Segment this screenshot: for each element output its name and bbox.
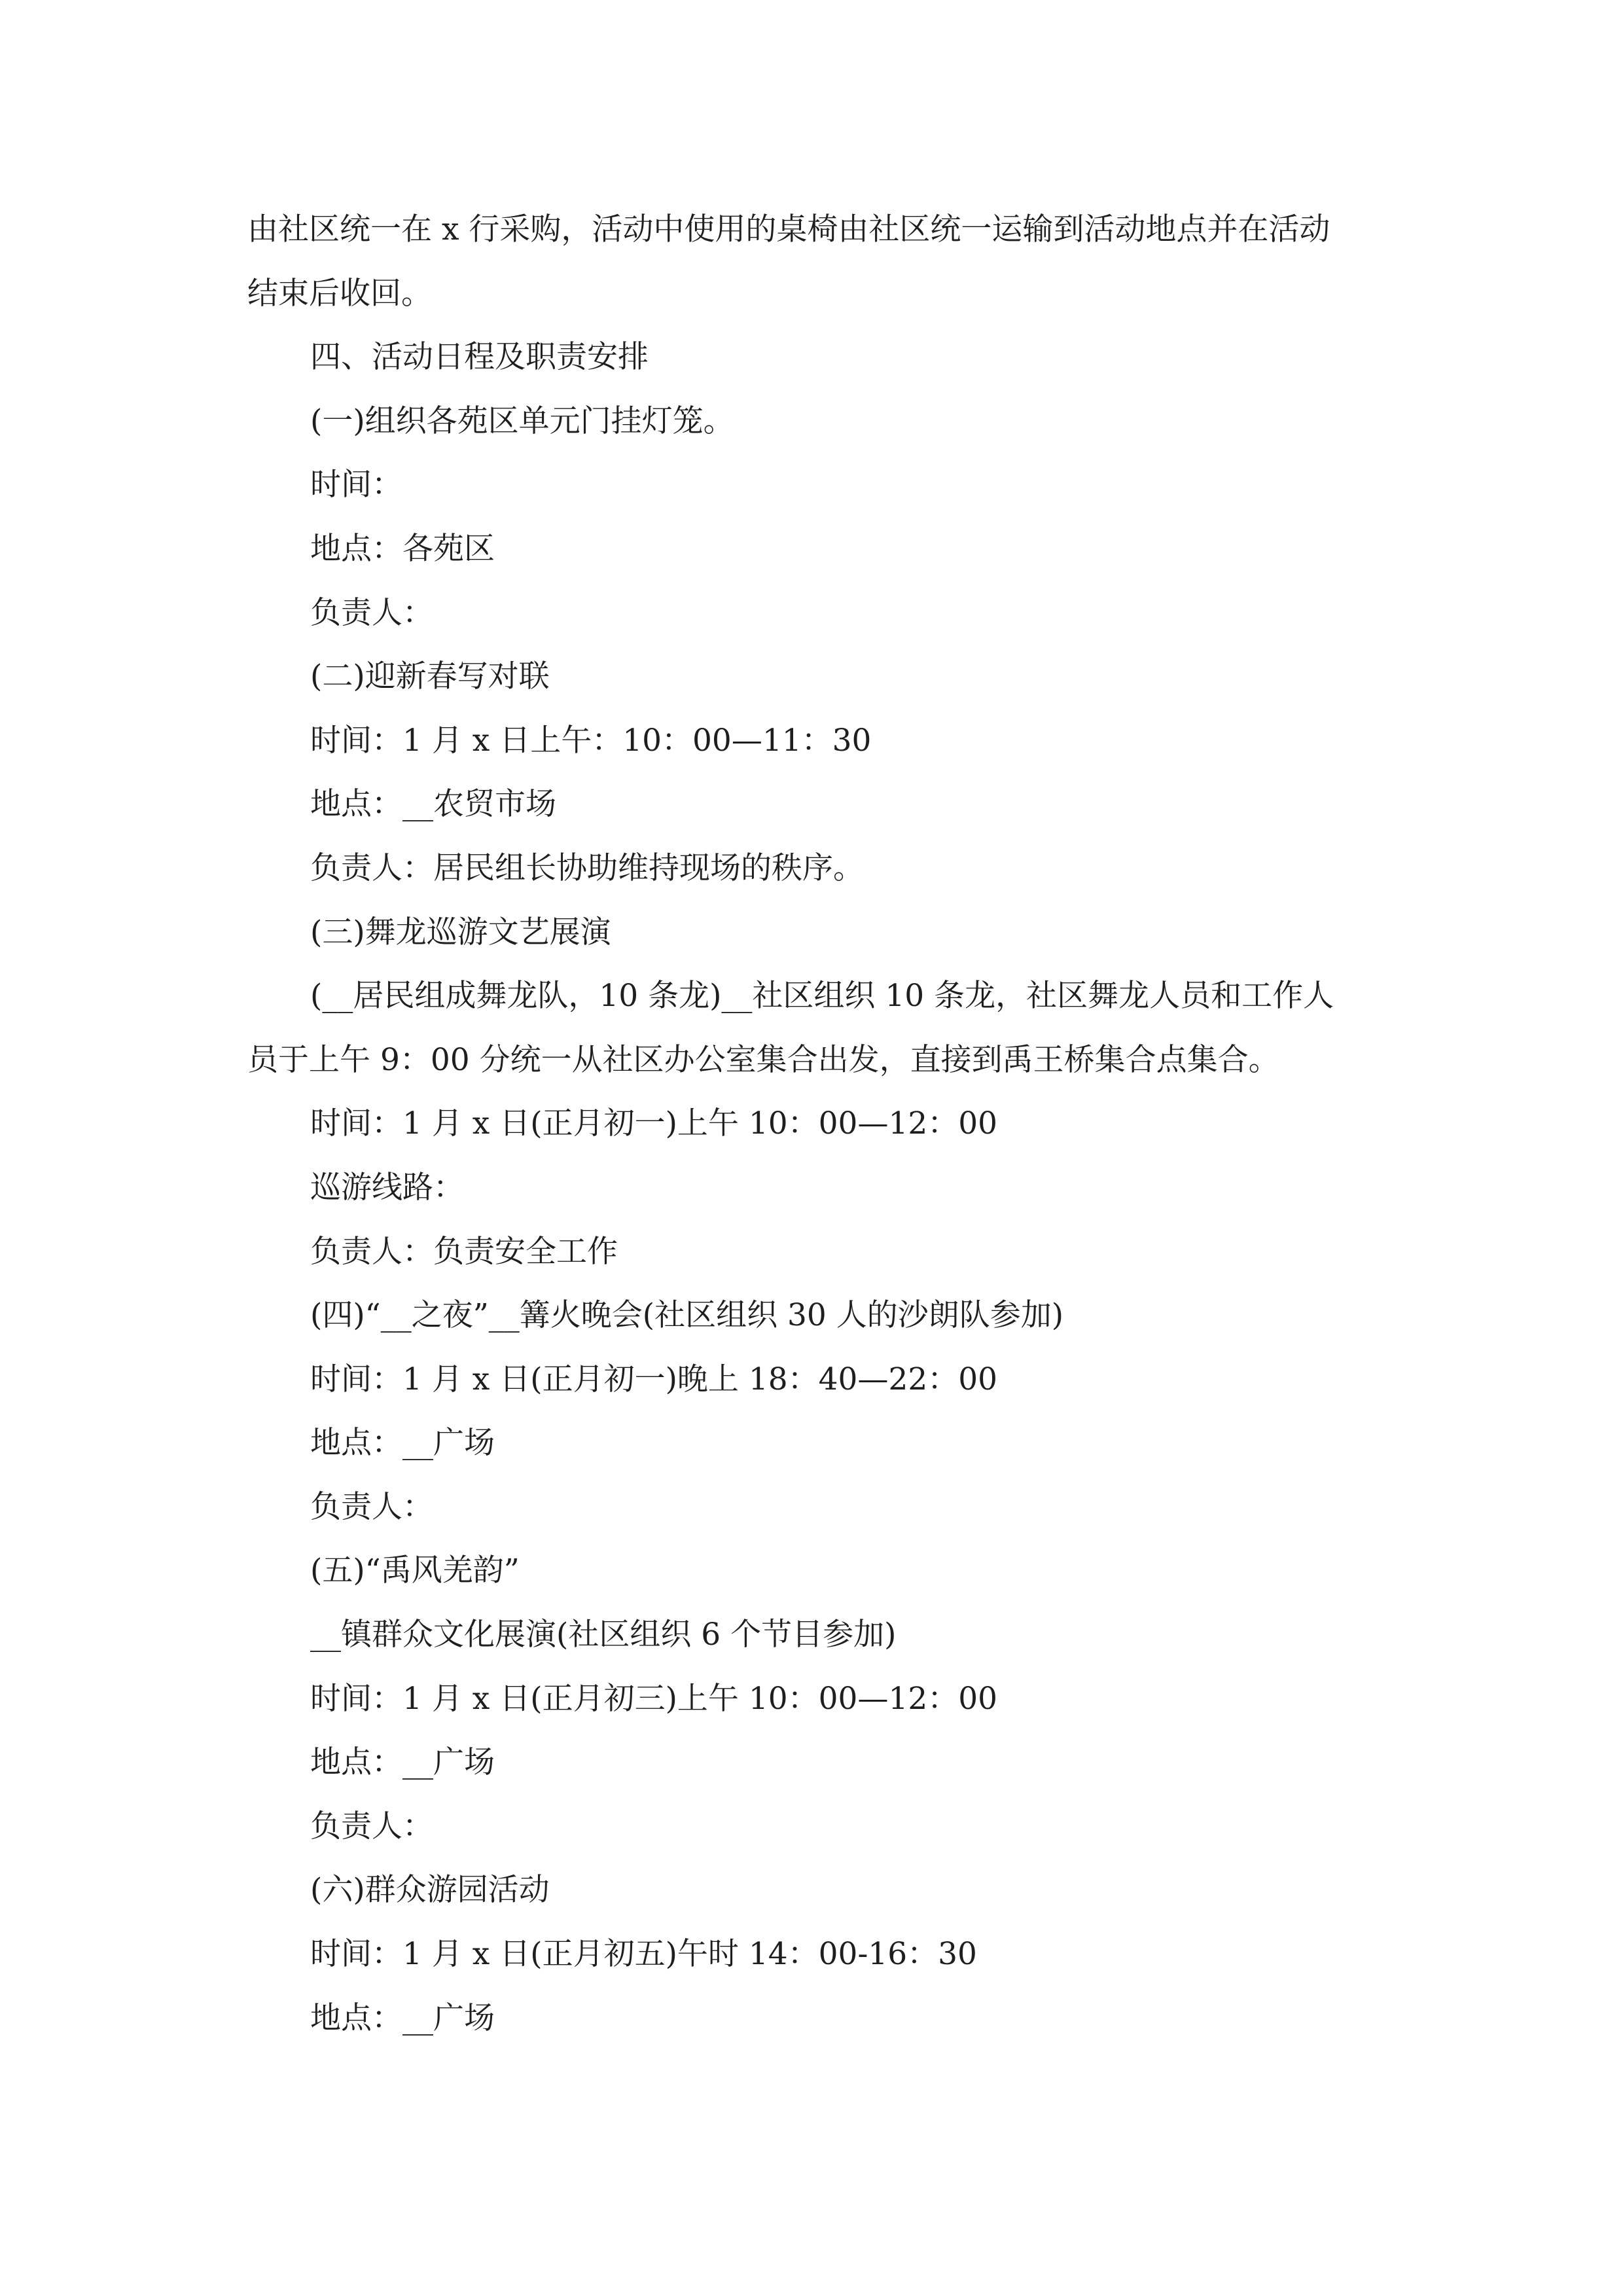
text-line: (__居民组成舞龙队，10 条龙)__社区组织 10 条龙，社区舞龙人员和工作人 [310,978,1334,1014]
text-line: 地点：__广场 [310,1425,495,1462]
text-line: 时间：1 月 x 日(正月初五)午时 14：00-16：30 [310,1936,977,1973]
text-line: 负责人： [310,1488,433,1525]
text-line: 负责人：居民组长协助维持现场的秩序。 [310,850,864,886]
text-line: 负责人： [310,594,433,631]
text-line: 地点：__广场 [310,1744,495,1781]
subsection-heading: (一)组织各苑区单元门挂灯笼。 [310,403,734,439]
text-line: 地点：__农贸市场 [310,786,556,823]
text-line: 地点：各苑区 [310,530,495,567]
text-line: 时间：1 月 x 日(正月初三)上午 10：00—12：00 [310,1680,998,1717]
subsection-heading: (二)迎新春写对联 [310,658,550,695]
text-line: 负责人：负责安全工作 [310,1233,618,1270]
section-heading: 四、活动日程及职责安排 [310,339,649,376]
text-line: 时间：1 月 x 日(正月初一)上午 10：00—12：00 [310,1105,998,1142]
text-line: 地点：__广场 [310,2000,495,2036]
text-line: 负责人： [310,1808,433,1844]
subsection-heading: (四)“__之夜”__篝火晚会(社区组织 30 人的沙朗队参加) [310,1297,1064,1334]
text-line: 时间：1 月 x 日(正月初一)晚上 18：40—22：00 [310,1361,998,1397]
text-line: __镇群众文化展演(社区组织 6 个节目参加) [310,1617,897,1653]
subsection-heading: (六)群众游园活动 [310,1872,550,1909]
subsection-heading: (五)“禹风羌韵” [310,1552,520,1589]
text-line: 时间：1 月 x 日上午：10：00—11：30 [310,722,872,759]
text-line: 员于上午 9：00 分统一从社区办公室集合出发，直接到禹王桥集合点集合。 [247,1041,1279,1078]
text-line: 由社区统一在 x 行采购，活动中使用的桌椅由社区统一运输到活动地点并在活动 [247,211,1330,247]
document-body [247,198,1380,2050]
subsection-heading: (三)舞龙巡游文艺展演 [310,914,611,950]
text-line: 时间： [310,467,402,503]
text-line: 结束后收回。 [247,275,432,312]
text-line: 巡游线路： [310,1169,464,1206]
